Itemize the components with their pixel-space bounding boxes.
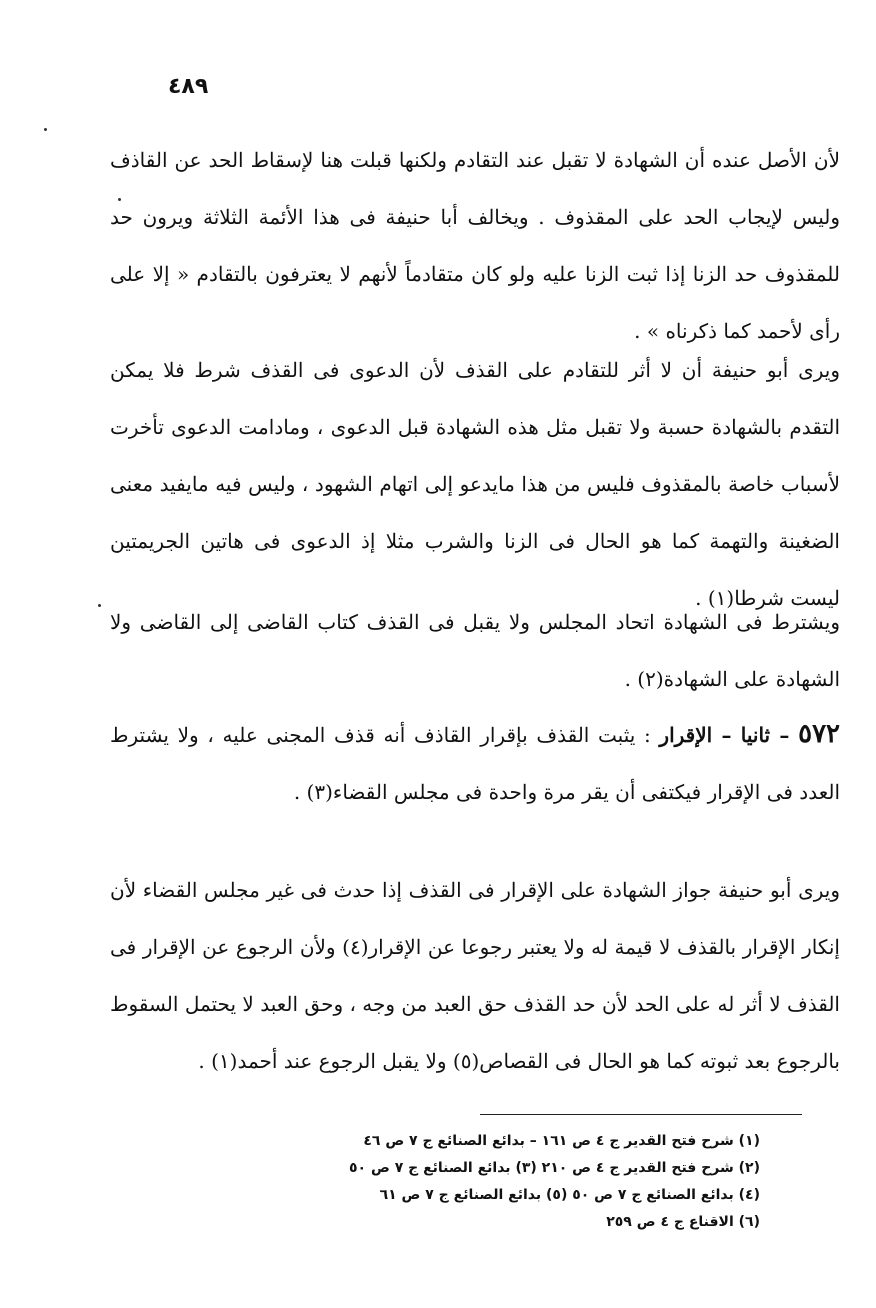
section-heading: ثانيا – الإقرار [659,723,771,747]
paragraph-5-text: ويرى أبو حنيفة جواز الشهادة على الإقرار فى القذف إذا حدث فى غير مجلس القضاء لأن إنكار الإقرار بالقذف لا قيمة له ولا يعتبر رجوعا عن الإقرار(٤) ولأن الرجوع عن الإقرار فى القذف لا أثر له على الحد لأن حد القذف حق العبد من وجه ، وحق العبد لا يحتمل السقوط بالرجوع بعد ثبوته كما هو الحال فى القصاص(٥) ولا يقبل الرجوع عند أحمد(١) . [110,878,840,1073]
page-number: ٤٨٩ [168,74,209,99]
paragraph-5 [110,862,840,1090]
section-dash: – [770,723,790,747]
paragraph-1 [110,132,840,360]
paragraph-2 [110,342,840,627]
paragraph-3-text: ويشترط فى الشهادة اتحاد المجلس ولا يقبل فى القذف كتاب القاضى إلى القاضى ولا الشهادة على الشهادة(٢) . [110,610,840,691]
scan-speck [98,604,101,607]
footnote-2: (٢) شرح فتح القدير ج ٤ ص ٢١٠ (٣) بدائع الصنائع ج ٧ ص ٥٠ [349,1160,760,1176]
scan-speck [118,198,121,201]
paragraph-1-text: لأن الأصل عنده أن الشهادة لا تقبل عند التقادم ولكنها قبلت هنا لإسقاط الحد عن القاذف وليس لإيجاب الحد على المقذوف . ويخالف أبا حنيفة فى هذا الأئمة الثلاثة ويرون حد للمقذوف حد الزنا إذا ثبت الزنا عليه ولو كان متقادماً لأنهم لا يعترفون بالتقادم « إلا على رأى لأحمد كما ذكرناه » . [110,148,840,343]
paragraph-4-body [110,706,840,821]
section-number: ٥٧٢ [798,719,841,749]
footnote-3: (٤) بدائع الصنائع ج ٧ ص ٥٠ (٥) بدائع الصنائع ج ٧ ص ٦١ [379,1187,760,1203]
scan-speck [44,128,47,131]
footnote-1: (١) شرح فتح القدير ج ٤ ص ١٦١ – بدائع الصنائع ج ٧ ص ٤٦ [363,1133,760,1149]
paragraph-4 [110,706,840,821]
paragraph-2-text: ويرى أبو حنيفة أن لا أثر للتقادم على القذف لأن الدعوى فى القذف شرط فلا يمكن التقدم بالشهادة حسبة ولا تقبل مثل هذه الشهادة قبل الدعوى ، ومادامت الدعوى تأخرت لأسباب خاصة بالمقذوف فليس من هذا مايدعو إلى اتهام الشهود ، وليس فيه مايفيد معنى الضغينة والتهمة كما هو الحال فى الزنا والشرب مثلا إذ الدعوى فى هاتين الجريمتين ليست شرطا(١) . [110,358,840,610]
paragraph-3 [110,594,840,708]
footnote-divider [480,1114,802,1115]
paragraph-4-text: : يثبت القذف بإقرار القاذف أنه قذف المجنى عليه ، ولا يشترط العدد فى الإقرار فيكتفى أن يقر مرة واحدة فى مجلس القضاء(٣) . [110,723,840,804]
footnote-4: (٦) الاقناع ج ٤ ص ٢٥٩ [606,1214,760,1230]
footnotes [200,1128,760,1236]
